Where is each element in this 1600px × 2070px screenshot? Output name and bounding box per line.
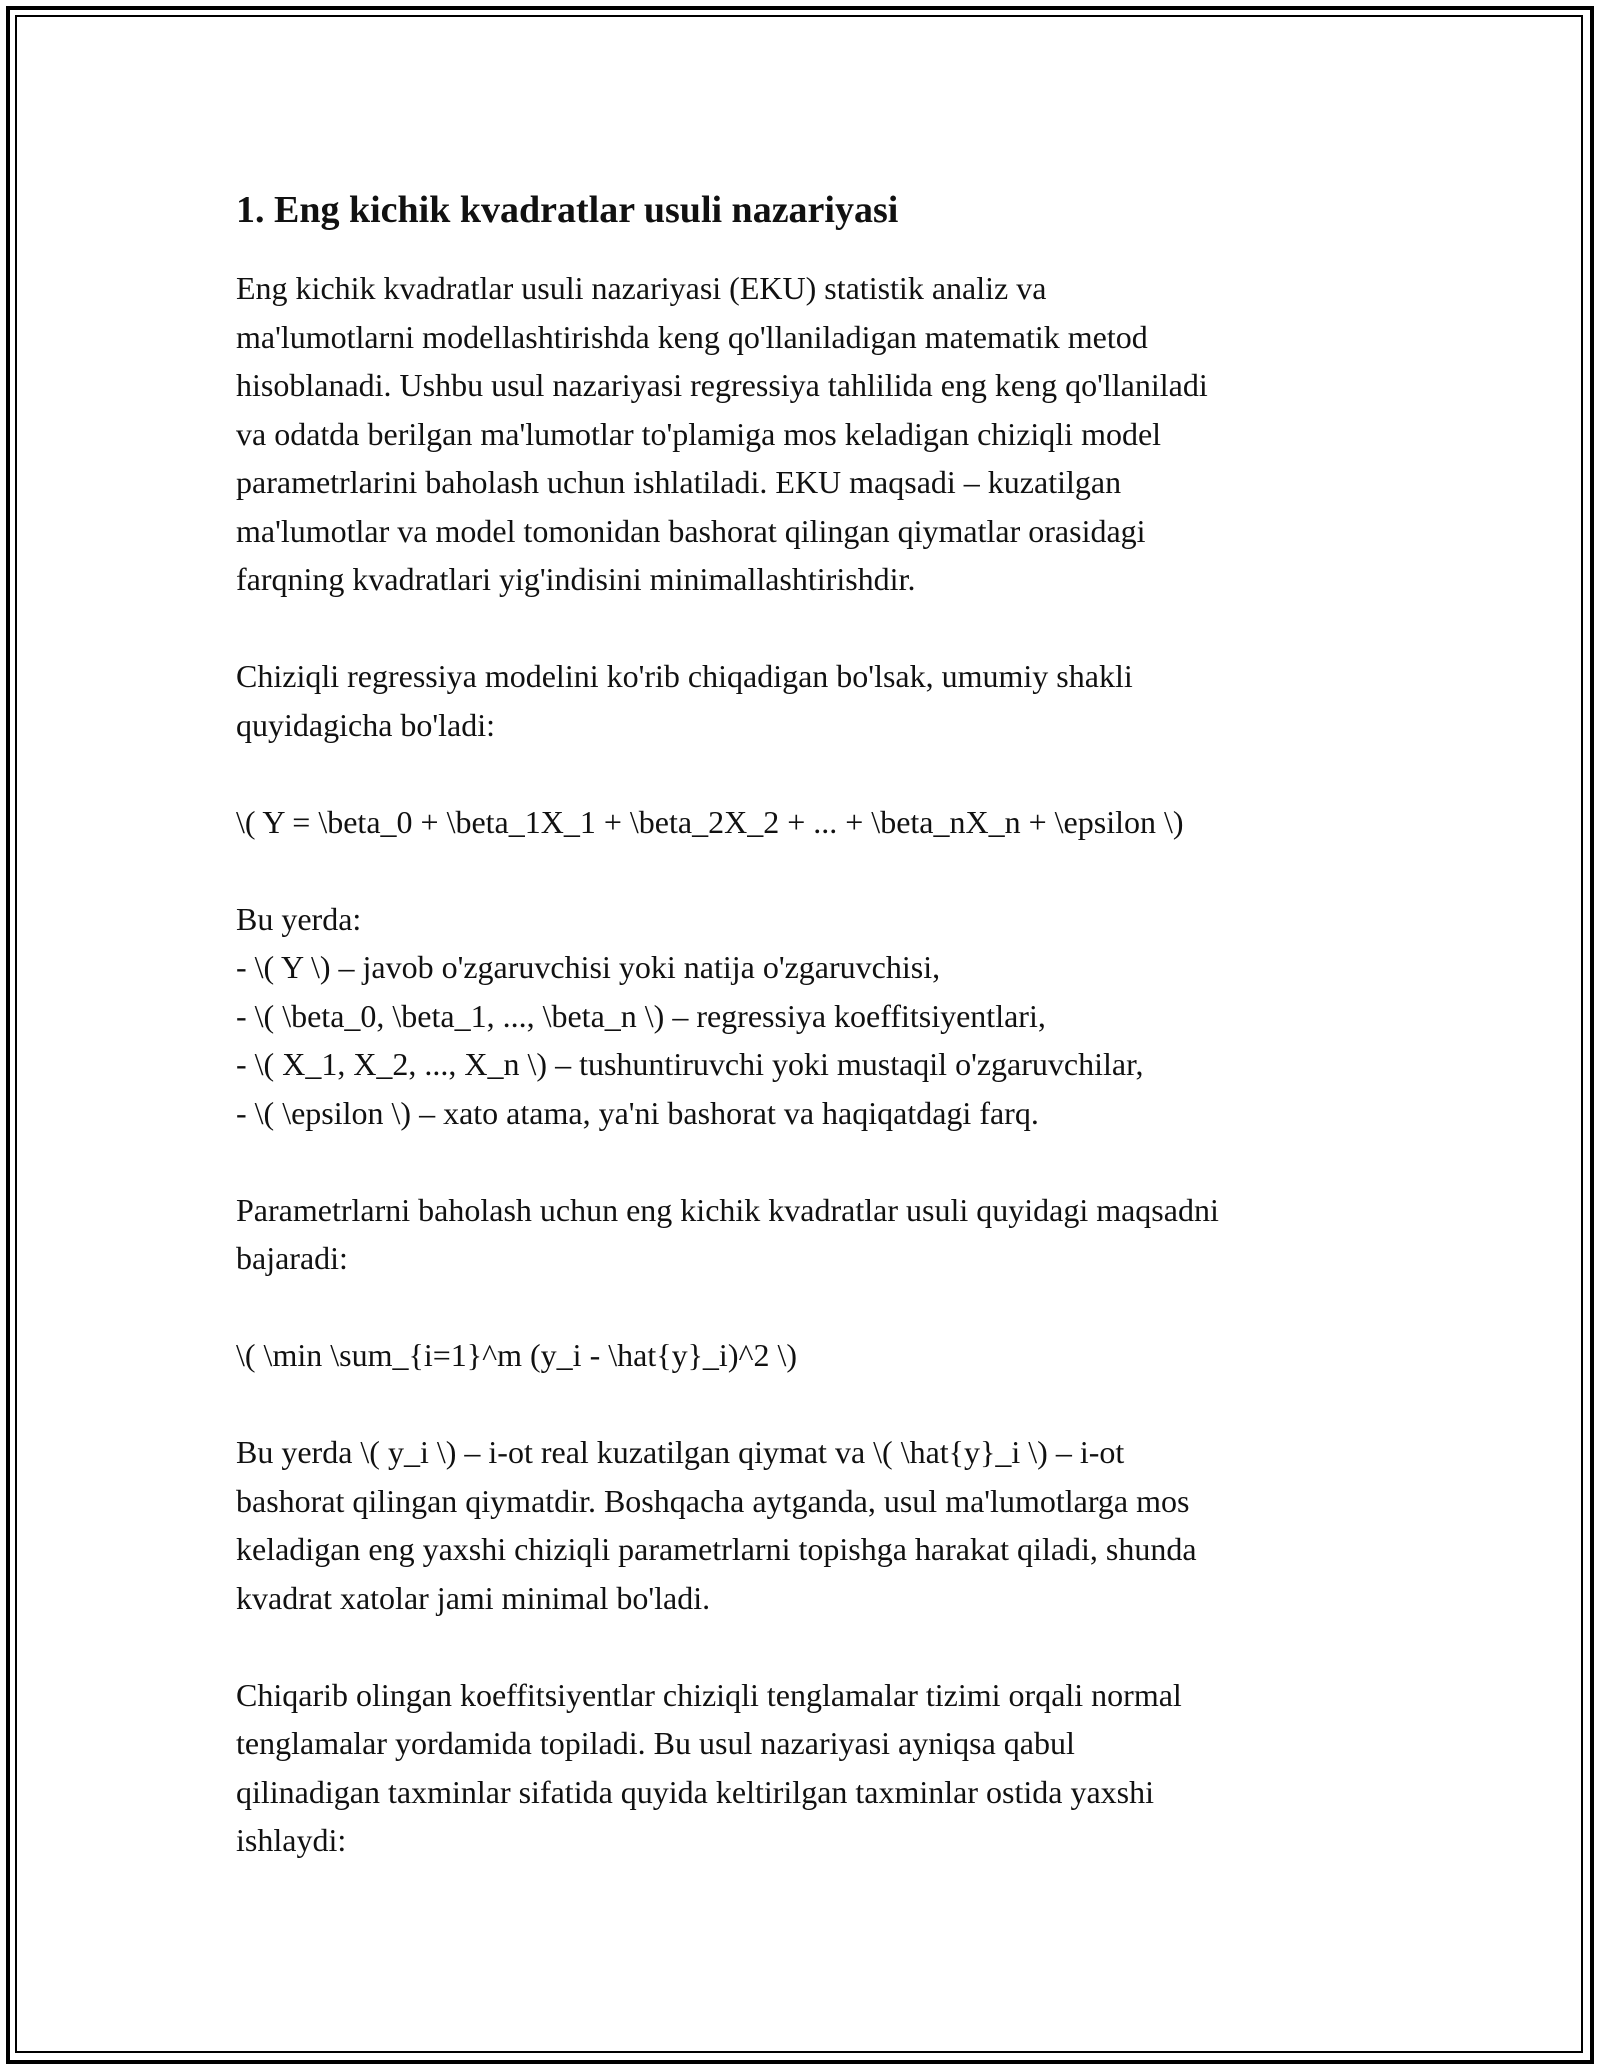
- document-body: [236, 186, 1386, 1913]
- regression-formula: \( Y = \beta_0 + \beta_1X_1 + \beta_2X_2 + ... + \beta_nX_n + \epsilon \): [236, 803, 1184, 840]
- normal-equations-paragraph: Chiqarib olingan koeffitsiyentlar chiziqli tenglamalar tizimi orqali normal tenglamalar yordamida topiladi. Bu usul nazariyasi ayniqsa qabul qilinadigan taxminlar sifatida quyida keltirilgan taxminlar ostida yaxshi ishlaydi:: [236, 1676, 1182, 1858]
- intro-paragraph: Eng kichik kvadratlar usuli nazariyasi (EKU) statistik analiz va ma'lumotlarni modellashtirishda keng qo'llaniladigan matematik metod hisoblanadi. Ushbu usul nazariyasi regressiya tahlilida eng keng qo'llaniladi va odatda berilgan ma'lumotlar to'plamiga mos keladigan chiziqli model parametrlarini baholash uchun ishlatiladi. EKU maqsadi – kuzatilgan ma'lumotlar va model tomonidan bashorat qilingan qiymatlar orasidagi farqning kvadratlari yig'indisini minimallashtirishdir.: [236, 270, 1208, 597]
- section-heading: 1. Eng kichik kvadratlar usuli nazariyasi: [236, 189, 899, 231]
- regression-model-paragraph: Chiziqli regressiya modelini ko'rib chiqadigan bo'lsak, umumiy shakli quyidagicha bo'ladi:: [236, 658, 1133, 743]
- definition-item: - \( \beta_0, \beta_1, ..., \beta_n \) – regressiya koeffitsiyentlari,: [236, 997, 1046, 1034]
- definition-item: - \( \epsilon \) – xato atama, ya'ni bashorat va haqiqatdagi farq.: [236, 1094, 1039, 1131]
- definition-item: - \( X_1, X_2, ..., X_n \) – tushuntiruvchi yoki mustaqil o'zgaruvchilar,: [236, 1046, 1144, 1082]
- definitions-intro: Bu yerda:: [236, 900, 362, 937]
- definitions-list: [236, 895, 1386, 1138]
- objective-formula: \( \min \sum_{i=1}^m (y_i - \hat{y}_i)^2 \): [236, 1337, 798, 1373]
- explanation-paragraph: Bu yerda \( y_i \) – i-ot real kuzatilgan qiymat va \( \hat{y}_i \) – i-ot bashorat qilingan qiymatdir. Boshqacha aytganda, usul ma'lumotlarga mos keladigan eng yaxshi chiziqli parametrlarni topishga harakat qiladi, shunda kvadrat xatolar jami minimal bo'ladi.: [236, 1434, 1197, 1616]
- definition-item: - \( Y \) – javob o'zgaruvchisi yoki natija o'zgaruvchisi,: [236, 949, 941, 985]
- objective-paragraph: Parametrlarni baholash uchun eng kichik kvadratlar usuli quyidagi maqsadni bajaradi:: [236, 1191, 1219, 1276]
